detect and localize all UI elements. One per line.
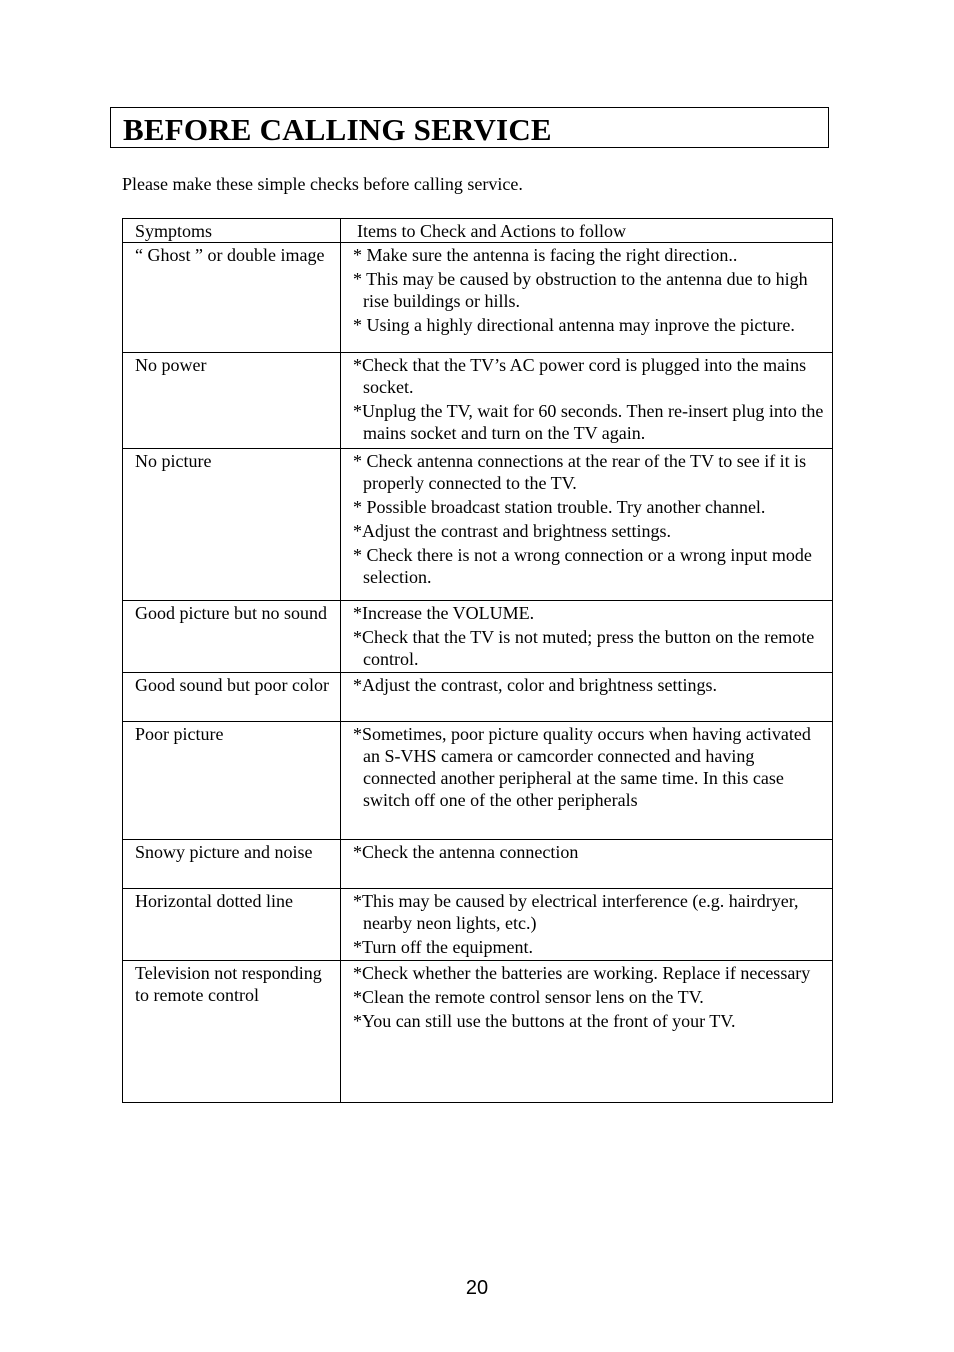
actions-cell xyxy=(341,601,833,673)
page-title: BEFORE CALLING SERVICE xyxy=(123,112,552,147)
table-row xyxy=(123,840,833,889)
action-item: *Unplug the TV, wait for 60 seconds. Then re-insert plug into the mains socket and turn on the TV again. xyxy=(353,401,824,443)
action-item: *Adjust the contrast and brightness settings. xyxy=(353,521,671,541)
action-item: *Check the antenna connection xyxy=(353,842,579,862)
header-actions: Items to Check and Actions to follow xyxy=(341,219,833,243)
symptom-cell: Snowy picture and noise xyxy=(123,840,341,889)
symptom-cell: Horizontal dotted line xyxy=(123,889,341,961)
action-item: * Make sure the antenna is facing the right direction.. xyxy=(353,245,738,265)
actions-cell xyxy=(341,889,833,961)
action-item: * Possible broadcast station trouble. Try another channel. xyxy=(353,497,766,517)
action-item: * This may be caused by obstruction to the antenna due to high rise buildings or hills. xyxy=(353,269,808,311)
table-row xyxy=(123,353,833,449)
page-number: 20 xyxy=(465,1277,489,1299)
actions-cell xyxy=(341,840,833,889)
actions-cell xyxy=(341,961,833,1103)
action-item: *Turn off the equipment. xyxy=(353,937,533,957)
table-row xyxy=(123,961,833,1103)
action-item: *This may be caused by electrical interference (e.g. hairdryer, nearby neon lights, etc.) xyxy=(353,891,799,933)
symptom-cell: Good picture but no sound xyxy=(123,601,341,673)
symptom-cell: No picture xyxy=(123,449,341,601)
action-item: *Sometimes, poor picture quality occurs when having activated an S-VHS camera or camcorder connected and having connected another peripheral at the same time. In this case switch off one of the other peripherals xyxy=(353,724,811,810)
action-item: *Increase the VOLUME. xyxy=(353,603,535,623)
actions-cell xyxy=(341,722,833,840)
actions-cell xyxy=(341,449,833,601)
actions-cell xyxy=(341,673,833,722)
action-item: *Check whether the batteries are working. Replace if necessary xyxy=(353,963,811,983)
table-row xyxy=(123,449,833,601)
actions-cell xyxy=(341,353,833,449)
symptom-cell: No power xyxy=(123,353,341,449)
action-item: * Using a highly directional antenna may inprove the picture. xyxy=(353,315,795,335)
table-header-row xyxy=(123,219,833,243)
title-box xyxy=(110,107,829,148)
action-item: * Check antenna connections at the rear of the TV to see if it is properly connected to the TV. xyxy=(353,451,807,493)
table-row xyxy=(123,673,833,722)
symptom-cell: Good sound but poor color xyxy=(123,673,341,722)
table-row xyxy=(123,889,833,961)
actions-cell xyxy=(341,243,833,353)
table-row xyxy=(123,722,833,840)
troubleshooting-table xyxy=(122,218,833,1103)
intro-text: Please make these simple checks before calling service. xyxy=(122,174,523,194)
header-symptoms: Symptoms xyxy=(123,219,341,243)
action-item: *Adjust the contrast, color and brightness settings. xyxy=(353,675,717,695)
symptom-cell: Poor picture xyxy=(123,722,341,840)
action-item: *Check that the TV is not muted; press the button on the remote control. xyxy=(353,627,815,669)
action-item: * Check there is not a wrong connection or a wrong input mode selection. xyxy=(353,545,812,587)
symptom-cell: “ Ghost ” or double image xyxy=(123,243,341,353)
action-item: *Clean the remote control sensor lens on the TV. xyxy=(353,987,704,1007)
action-item: *You can still use the buttons at the front of your TV. xyxy=(353,1011,736,1031)
table-row xyxy=(123,601,833,673)
action-item: *Check that the TV’s AC power cord is plugged into the mains socket. xyxy=(353,355,807,397)
symptom-cell: Television not responding to remote control xyxy=(123,961,341,1103)
table-row xyxy=(123,243,833,353)
